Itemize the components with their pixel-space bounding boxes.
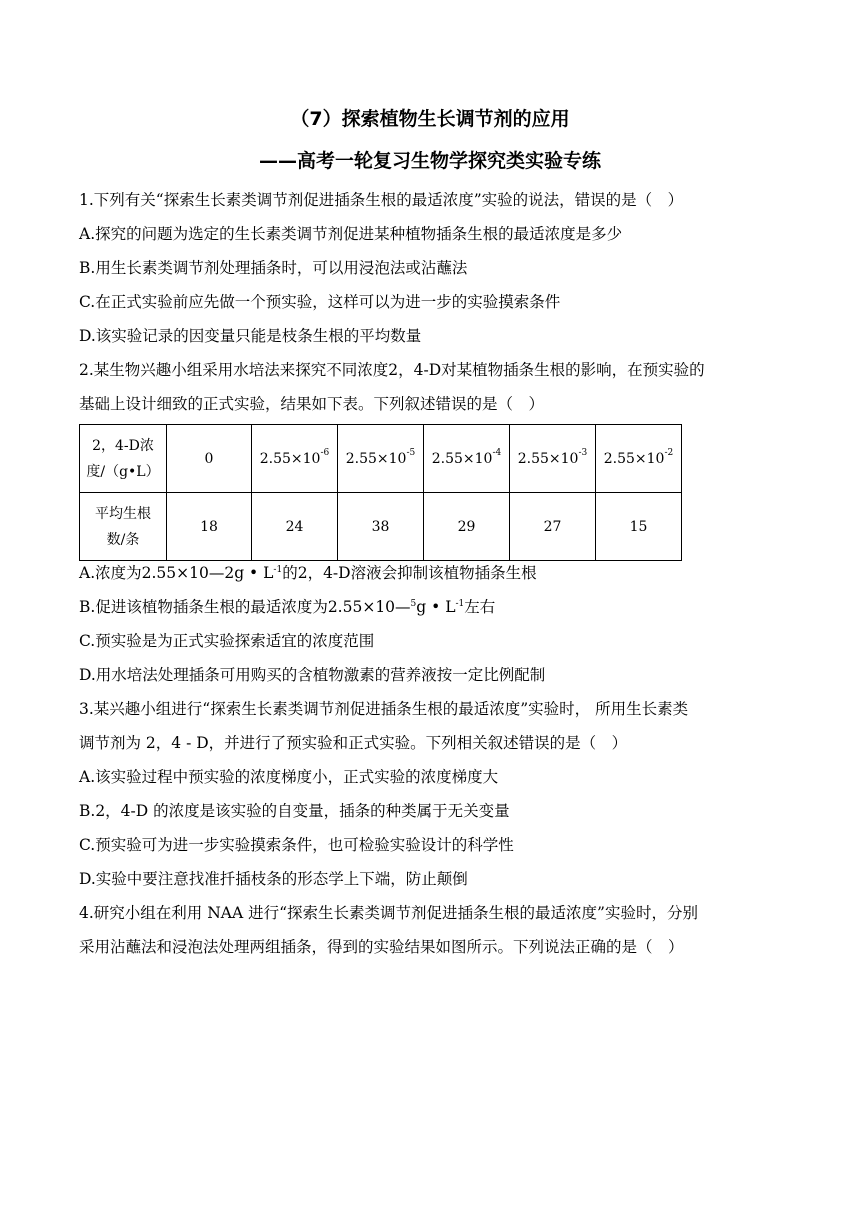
header-text: 2，4-D浓 — [92, 437, 154, 454]
q2-option-d: D.用水培法处理插条可用购买的含植物激素的营养液按一定比例配制 — [79, 666, 546, 684]
page-title: （7）探索植物生长调节剂的应用 — [290, 108, 570, 130]
text-run: 左右 — [464, 598, 496, 616]
q2-option-a — [79, 562, 779, 584]
table-cell: 0 — [167, 425, 252, 493]
conc-exponent: -6 — [320, 447, 330, 458]
q2-stem-line1: 2.某生物兴趣小组采用水培法来探究不同浓度2，4-D对某植物插条生根的影响，在预实验的 — [79, 361, 705, 379]
table-cell: 38 — [338, 493, 424, 561]
text-run: g • L — [416, 598, 456, 616]
text-run: A.浓度为2.55×10— — [79, 564, 225, 582]
q3-stem-line1: 3.某兴趣小组进行“探索生长素类调节剂促进插条生根的最适浓度”实验时， 所用生长素类 — [79, 700, 689, 718]
conc-exponent: -5 — [406, 447, 416, 458]
q1-stem: 1.下列有关“探索生长素类调节剂促进插条生根的最适浓度”实验的说法，错误的是（ ） — [79, 191, 684, 209]
conc-exponent: -4 — [492, 447, 502, 458]
table-cell: 24 — [252, 493, 338, 561]
q1-option-c: C.在正式实验前应先做一个预实验，这样可以为进一步的实验摸索条件 — [79, 293, 561, 311]
q2-stem-line2: 基础上设计细致的正式实验，结果如下表。下列叙述错误的是（ ） — [79, 395, 545, 413]
table-cell: 29 — [424, 493, 510, 561]
table-header-concentration — [80, 425, 167, 493]
q2-option-c: C.预实验是为正式实验探索适宜的浓度范围 — [79, 632, 375, 650]
q2-option-b — [79, 596, 779, 618]
conc-base: 2.55×10 — [603, 450, 665, 467]
conc-exponent: -3 — [578, 447, 588, 458]
q3-option-d: D.实验中要注意找准扦插枝条的形态学上下端，防止颠倒 — [79, 870, 468, 888]
q1-option-a: A.探究的问题为选定的生长素类调节剂促进某种植物插条生根的最适浓度是多少 — [79, 225, 623, 243]
q3-option-b: B.2，4-D 的浓度是该实验的自变量，插条的种类属于无关变量 — [79, 802, 510, 820]
table-cell — [596, 425, 682, 493]
text-run: 2g • L — [224, 564, 274, 582]
q1-option-d: D.该实验记录的因变量只能是枝条生根的平均数量 — [79, 327, 422, 345]
header-text: 平均生根 — [95, 505, 151, 522]
table-cell — [252, 425, 338, 493]
table-cell — [510, 425, 596, 493]
table-row-concentration — [80, 425, 682, 493]
text-run: 的2，4-D溶液会抑制该植物插条生根 — [282, 564, 537, 582]
conc-base: 2.55×10 — [431, 450, 493, 467]
superscript: -1 — [455, 599, 465, 609]
table-cell: 18 — [167, 493, 252, 561]
header-text: 数/条 — [106, 531, 140, 548]
conc-base: 2.55×10 — [345, 450, 407, 467]
q3-option-a: A.该实验过程中预实验的浓度梯度小，正式实验的浓度梯度大 — [79, 768, 499, 786]
table-cell: 27 — [510, 493, 596, 561]
table-cell — [424, 425, 510, 493]
table-header-roots — [80, 493, 167, 561]
header-text: 度/（g•L） — [86, 463, 160, 480]
results-table — [79, 424, 682, 561]
q3-option-c: C.预实验可为进一步实验摸索条件，也可检验实验设计的科学性 — [79, 836, 514, 854]
table-cell — [338, 425, 424, 493]
text-run: B.促进该植物插条生根的最适浓度为2.55×10— — [79, 598, 411, 616]
table-cell: 15 — [596, 493, 682, 561]
superscript: 5 — [410, 599, 417, 609]
q1-option-b: B.用生长素类调节剂处理插条时，可以用浸泡法或沾蘸法 — [79, 259, 468, 277]
conc-base: 2.55×10 — [259, 450, 321, 467]
q4-stem-line1: 4.研究小组在利用 NAA 进行“探索生长素类调节剂促进插条生根的最适浓度”实验时，分别 — [79, 904, 698, 922]
conc-exponent: -2 — [664, 447, 674, 458]
q4-stem-line2: 采用沾蘸法和浸泡法处理两组插条，得到的实验结果如图所示。下列说法正确的是（ ） — [79, 938, 684, 956]
conc-base: 2.55×10 — [517, 450, 579, 467]
superscript: -1 — [273, 565, 283, 575]
table-row-roots — [80, 493, 682, 561]
page-subtitle: ——高考一轮复习生物学探究类实验专练 — [258, 150, 601, 172]
q3-stem-line2: 调节剂为 2，4 - D，并进行了预实验和正式实验。下列相关叙述错误的是（ ） — [79, 734, 628, 752]
